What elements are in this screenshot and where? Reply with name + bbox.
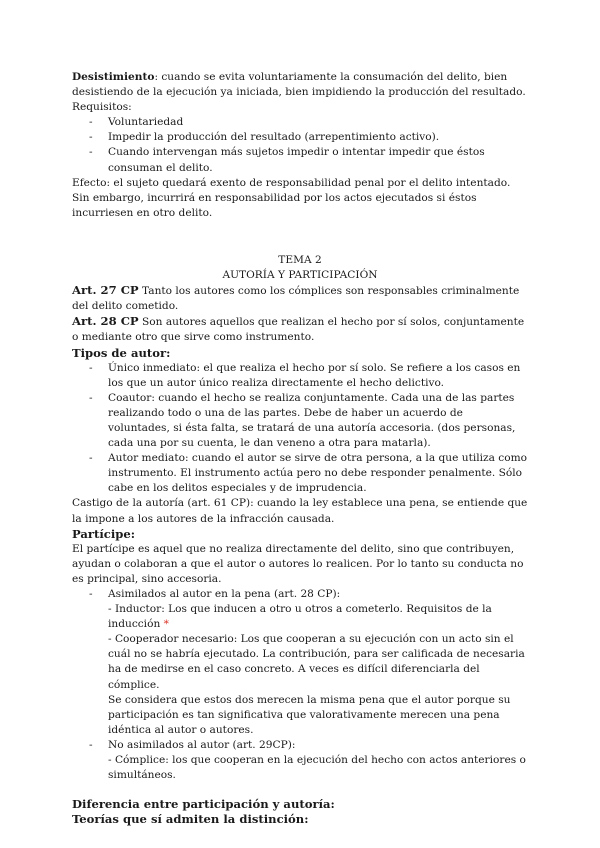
requisitos-label: Requisitos: — [72, 101, 132, 114]
tema-number: TEMA 2 — [278, 253, 322, 266]
asimilados-nota: Se considera que estos dos merecen la misma pena que el autor porque su participación es tan significativa que valorativamente merecen una pena idéntica al autor o autores. — [108, 693, 511, 736]
list-item-asimilados — [89, 587, 528, 738]
asimilados-label: - Asimilados al autor en la pena (art. 28 CP): — [108, 588, 341, 600]
list-item: - Coautor: cuando el hecho se realiza conjuntamente. Cada una de las partes realizando todo o una de las partes. Debe de haber un acuerdo de voluntades, si ésta falta, se tratará de una autoría accesoria. (dos personas, cada una por su cuenta, le dan veneno a otra para matarla). — [89, 391, 528, 451]
requisitos-list — [72, 115, 528, 175]
list-item: - Único inmediato: el que realiza el hecho por sí solo. Se refiere a los casos en los que un autor único realiza directamente el hecho delictivo. — [89, 361, 528, 391]
castigo-paragraph: Castigo de la autoría (art. 61 CP): cuando la ley establece una pena, se entiende que la impone a los autores de la infracción causada. — [72, 497, 528, 525]
no-asimilados-label: - No asimilados al autor (art. 29CP): — [108, 738, 296, 751]
tipos-autor-heading: Tipos de autor: — [72, 345, 171, 360]
diferencia-heading: Diferencia entre participación y autoría: — [72, 797, 335, 812]
participe-list — [72, 587, 528, 783]
efecto-paragraph: Efecto: el sujeto quedará exento de responsabilidad penal por el delito intentado. Sin embargo, incurrirá en responsabilidad por los actos ejecutados si éstos incurriesen en otro delito. — [72, 176, 511, 219]
art28-paragraph — [72, 314, 528, 345]
art28-label: Art. 28 CP — [72, 314, 139, 329]
list-item-no-asimilados — [89, 738, 528, 783]
teorias-heading: Teorías que sí admiten la distinción: — [72, 812, 309, 827]
inductor-text: - Inductor: Los que inducen a otro u otros a cometerlo. Requisitos de la inducción — [108, 603, 492, 631]
desistimiento-paragraph — [72, 70, 528, 100]
cooperador-line: - Cooperador necesario: Los que cooperan a su ejecución con un acto sin el cuál no se habría ejecutado. La contribución, para ser calificada de necesaria ha de medirse en el caso concreto. A veces es difícil diferenciarla del cómplice. — [108, 633, 525, 691]
document-content — [72, 70, 528, 827]
art28-text: Son autores aquellos que realizan el hecho por sí solos, conjuntamente o mediante otro que sirve como instrumento. — [72, 316, 525, 344]
art27-paragraph — [72, 283, 528, 314]
art27-text: Tanto los autores como los cómplices son responsables criminalmente del delito cometido. — [72, 285, 520, 313]
desistimiento-definition: : cuando se evita voluntariamente la consumación del delito, bien desistiendo de la ejecución ya iniciada, bien impidiendo la producción del resultado. — [72, 71, 526, 99]
tipos-autor-list — [72, 361, 528, 497]
tema-title: AUTORÍA Y PARTICIPACIÓN — [222, 269, 378, 282]
desistimiento-term: Desistimiento — [72, 71, 155, 83]
list-item: - Cuando intervengan más sujetos impedir o intentar impedir que éstos consuman el delito. — [89, 145, 528, 175]
inductor-line — [108, 602, 528, 632]
list-item: - Voluntariedad — [89, 115, 528, 130]
complice-line: - Cómplice: los que cooperan en la ejecución del hecho con actos anteriores o simultáneos. — [108, 754, 526, 782]
art27-label: Art. 27 CP — [72, 283, 139, 298]
participe-definition: El partícipe es aquel que no realiza directamente del delito, sino que contribuyen, ayudan o colaboran a que el autor o autores lo realicen. Por lo tanto su conducta no es principal, sino accesoria. — [72, 542, 524, 585]
asterisk-mark: * — [163, 618, 169, 631]
list-item: - Autor mediato: cuando el autor se sirve de otra persona, a la que utiliza como instrumento. El instrumento actúa pero no debe responder penalmente. Sólo cabe en los delitos especiales y de imprudencia. — [89, 451, 528, 496]
list-item: - Impedir la producción del resultado (arrepentimiento activo). — [89, 130, 528, 145]
participe-heading: Partícipe: — [72, 526, 136, 541]
